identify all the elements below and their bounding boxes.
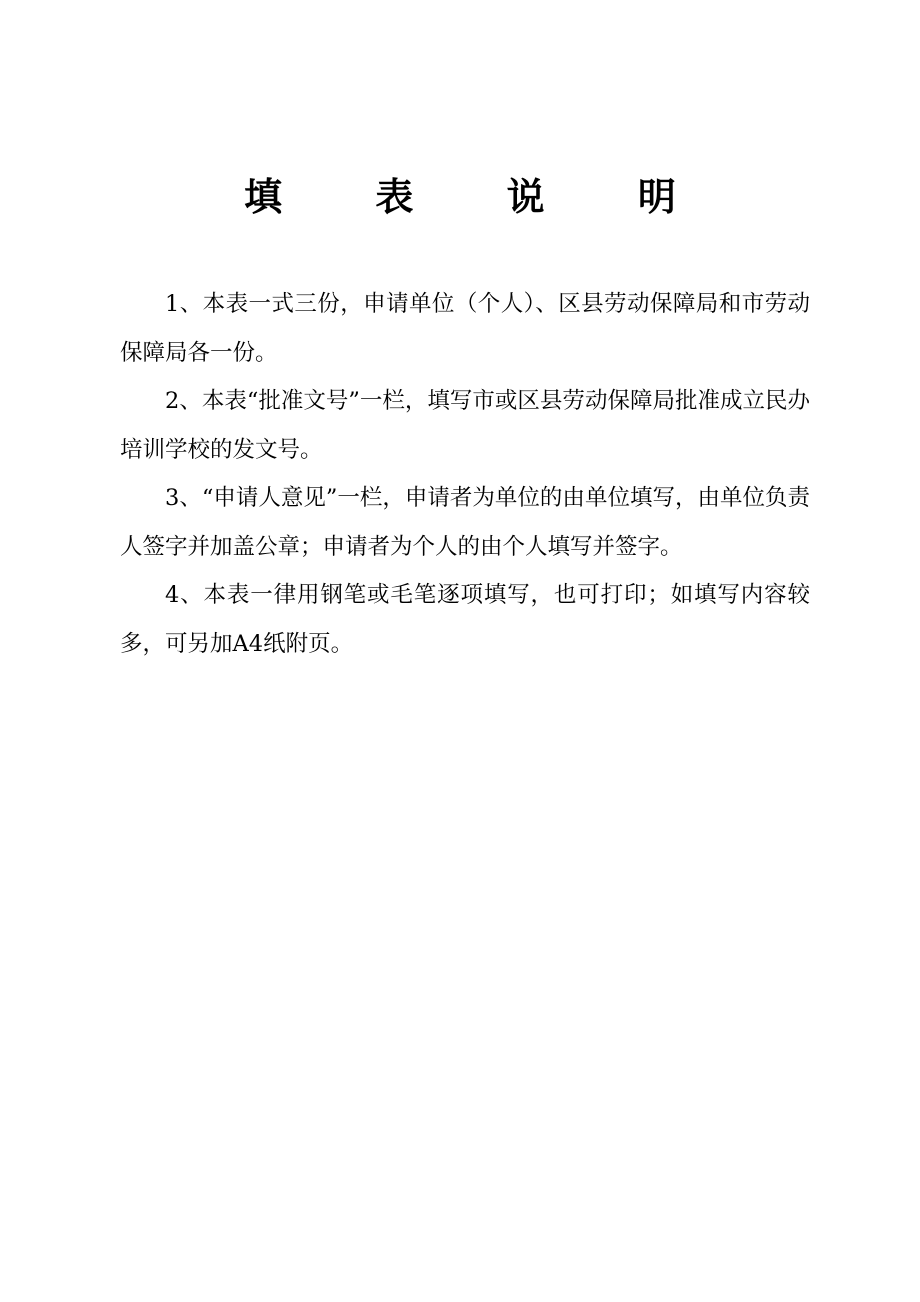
instruction-item-1: 1、本表一式三份，申请单位（个人）、区县劳动保障局和市劳动保障局各一份。	[120, 291, 810, 366]
instruction-item-2: 2、本表“批准文号”一栏，填写市或区县劳动保障局批准成立民办培训学校的发文号。	[120, 388, 810, 463]
page-title: 填 表 说 明	[244, 174, 716, 219]
instruction-item-4: 4、本表一律用钢笔或毛笔逐项填写，也可打印；如填写内容较多，可另加A4纸附页。	[120, 582, 810, 657]
instruction-item-3: 3、“申请人意见”一栏，申请者为单位的由单位填写，由单位负责人签字并加盖公章；申请者为个人的由个人填写并签字。	[120, 485, 810, 560]
instructions-body	[120, 280, 810, 668]
